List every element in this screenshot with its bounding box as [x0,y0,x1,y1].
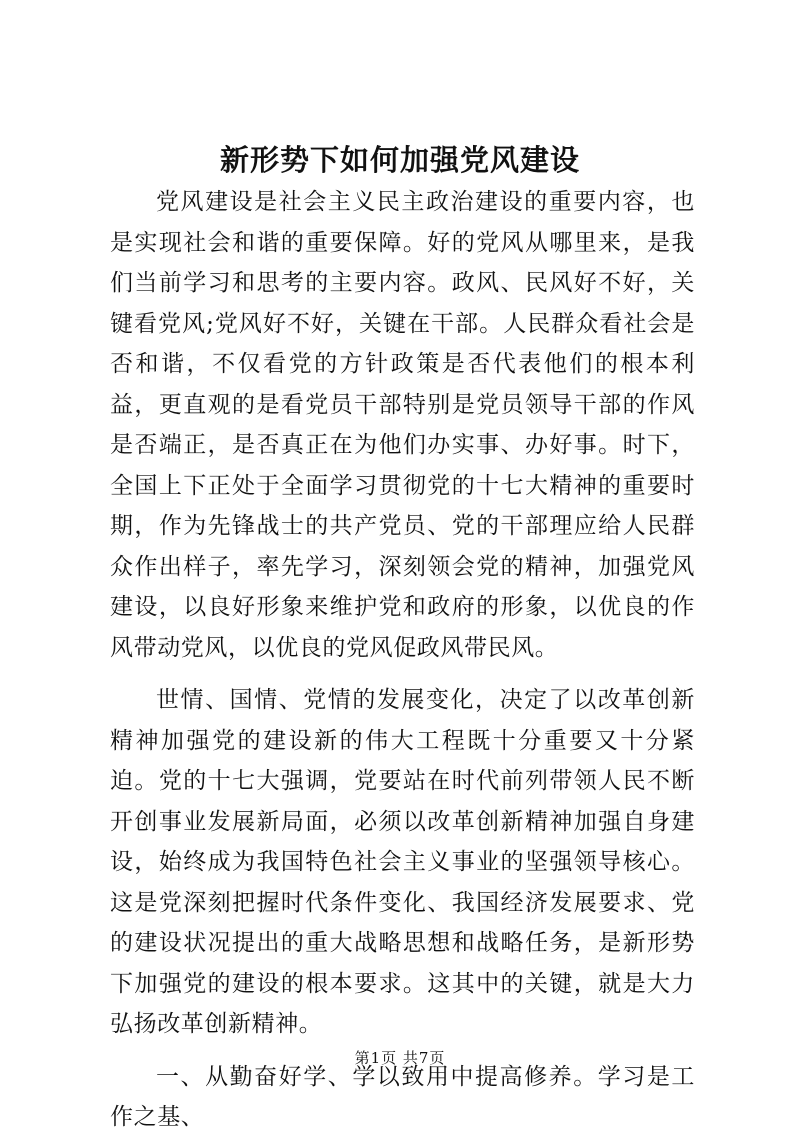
document-title: 新形势下如何加强党风建设 [219,143,580,177]
page-number-footer: 第1页 共7页 [354,1049,446,1067]
paragraph: 一、从勤奋好学、学以致用中提高修养。学习是工作之基、 [110,1063,695,1130]
paragraph: 党风建设是社会主义民主政治建设的重要内容，也是实现社会和谐的重要保障。好的党风从哪里来，是我们当前学习和思考的主要内容。政风、民风好不好，关键看党风;党风好不好，关键在干部。人民群众看社会是否和谐，不仅看党的方针政策是否代表他们的根本利益，更直观的是看党员干部特别是党员领导干部的作风是否端正，是否真正在为他们办实事、办好事。时下，全国上下正处于全面学习贯彻党的十七大精神的重要时期，作为先锋战士的共产党员、党的干部理应给人民群众作出样子，率先学习，深刻领会党的精神，加强党风建设，以良好形象来维护党和政府的形象，以优良的作风带动党风，以优良的党风促政风带民风。 [110,189,695,661]
document-body [110,182,695,1138]
paragraph: 世情、国情、党情的发展变化，决定了以改革创新精神加强党的建设新的伟大工程既十分重要又十分紧迫。党的十七大强调，党要站在时代前列带领人民不断开创事业发展新局面，必须以改革创新精神加强自身建设，始终成为我国特色社会主义事业的坚强领导核心。这是党深刻把握时代条件变化、我国经济发展要求、党的建设状况提出的重大战略思想和战略任务，是新形势下加强党的建设的根本要求。这其中的关键，就是大力弘扬改革创新精神。 [110,687,695,1037]
